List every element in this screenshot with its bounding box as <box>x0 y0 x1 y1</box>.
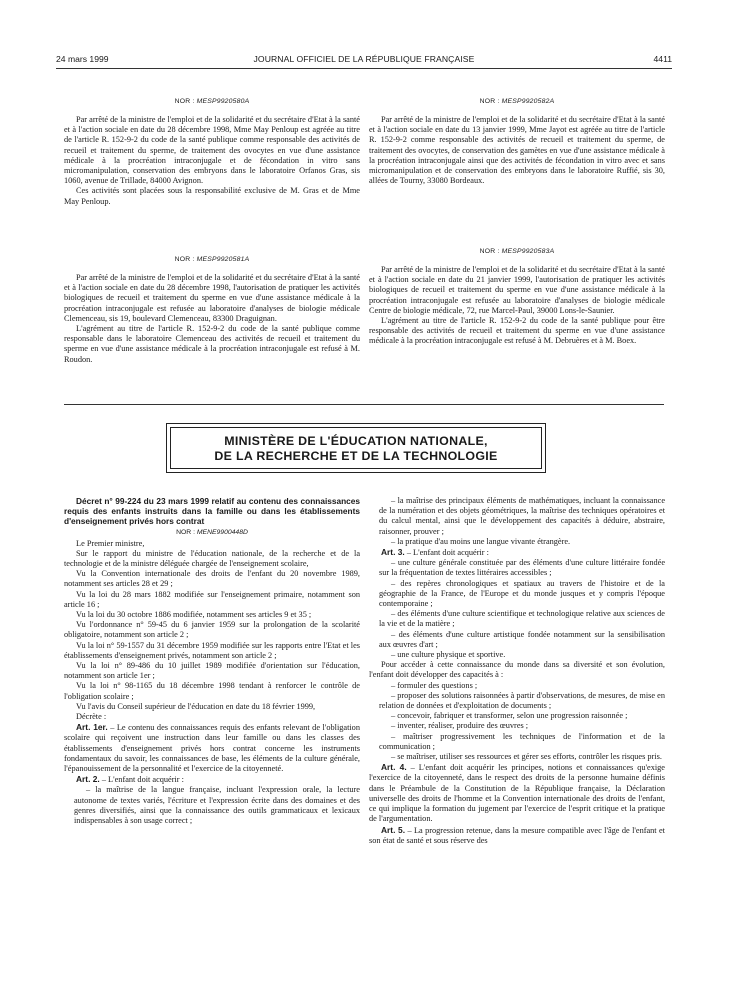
nor-reference: NOR : MESP9920581A <box>174 256 250 263</box>
decree-visa: Vu la loi n° 59-1557 du 31 décembre 1959 modifiée sur les rapports entre l'Etat et les établissements d'enseignement privés, notamment son article 2 ; <box>64 640 360 660</box>
decree-intro: Le Premier ministre, <box>76 538 145 548</box>
header-rule <box>56 68 672 69</box>
article-label: Art. 4. <box>381 762 407 773</box>
decree-title: Décret n° 99-224 du 23 mars 1999 relatif au contenu des connaissances requis des enfants instruits dans la famille ou dans les établissements d'enseignement privés hors contrat <box>64 496 360 527</box>
header-page-number: 4411 <box>653 54 672 64</box>
decree-visa: Vu la loi du 28 mars 1882 modifiée sur l'enseignement primaire, notamment son article 16 ; <box>64 589 360 609</box>
article-label: Art. 1er. <box>76 722 108 733</box>
list-item: – une culture générale constituée par des éléments d'une culture littéraire fondée sur la fréquentation de textes littéraires accessibles ; <box>379 558 665 578</box>
ministry-heading-box <box>170 427 542 469</box>
list-item: – des éléments d'une culture scientifique et technologique relative aux sciences de la vie et de la matière ; <box>379 609 665 629</box>
arrete-paragraph: Par arrêté de la ministre de l'emploi et de la solidarité et du secrétaire d'Etat à la santé et à l'action sociale en date du 13 janvier 1999, Mme Jayot est agréée au titre de l'article R. 152-9-2 comme responsable des activités de recueil et traitement du sperme, de traitement des ovocytes, de conservation des gamètes en vue d'une assistance médicale à la procréation intraconjugale ainsi que des activités de fécondation in vitro avec et sans micromanipulation et de conservation des embryons dans le laboratoire Ruffié, sis 30, allées de Tourny, 33080 Bordeaux. <box>369 115 665 186</box>
nor-reference: NOR : MESP9920582A <box>479 98 555 105</box>
decree-visa: Vu l'avis du Conseil supérieur de l'éducation en date du 18 février 1999, <box>76 701 316 711</box>
arrete-paragraph: Par arrêté de la ministre de l'emploi et de la solidarité et du secrétaire d'Etat à la santé et à l'action sociale en date du 21 janvier 1999, l'autorisation de pratiquer les activités biologiques de recueil et traitement du sperme en vue d'une assistance médicale à la procréation intraconjugale est refusée au laboratoire d'analyses de biologie médicale Centre de biologie médicale, 72, rue Marcel-Paul, 39000 Lons-le-Saunier. <box>369 265 665 315</box>
article-2: Art. 2. – L'enfant doit acquérir : <box>76 774 184 785</box>
article-5: Art. 5. – La progression retenue, dans la mesure compatible avec l'âge de l'enfant et son état de santé et sous réserve des <box>369 824 665 845</box>
article-4: Art. 4. – L'enfant doit acquérir les principes, notions et connaissances qu'exige l'exercice de la citoyenneté, dans le respect des droits de la personne humaine définis dans le Préambule de la Constitution de la République française, la Déclaration universelle des droits de l'homme et la Convention internationale des droits de l'enfant, ce qui implique la formation du jugement par l'exercice de l'esprit critique et la pratique de l'argumentation. <box>369 762 665 824</box>
arrete-580a <box>64 98 360 207</box>
list-item: – formuler des questions ; <box>391 680 478 690</box>
list-item: – des repères chronologiques et spatiaux au travers de l'histoire et de la géographie de la France, de l'Europe et du monde jusques et y compris l'époque contemporaine ; <box>379 578 665 609</box>
nor-reference: NOR : MESP9920583A <box>479 248 555 255</box>
arrete-paragraph: Par arrêté de la ministre de l'emploi et de la solidarité et du secrétaire d'Etat à la santé et à l'action sociale en date du 28 décembre 1998, Mme May Penloup est agréée au titre de l'article R. 152-9-2 du code de la santé publique comme responsable des activités de recueil et traitement du sperme, de traitement des ovocytes en vue d'une assistance médicale à la procréation intraconjugale et de fécondation in vitro sans micromanipulation, conservation des embryons dans le laboratoire Orfanos Gras, sis 1060, avenue de Trillade, 84000 Avignon. <box>64 115 360 186</box>
ministry-heading-line: MINISTÈRE DE L'ÉDUCATION NATIONALE, <box>224 434 488 448</box>
decree-visa: Vu la Convention internationale des droits de l'enfant du 20 novembre 1989, notamment ses articles 28 et 29 ; <box>64 569 360 589</box>
arrete-581a <box>64 256 360 365</box>
decree-visa: Vu la loi n° 98-1165 du 18 décembre 1998 tendant à renforcer le contrôle de l'obligation scolaire ; <box>64 681 360 701</box>
article-3: Art. 3. – L'enfant doit acquérir : <box>381 547 489 558</box>
list-item: – concevoir, fabriquer et transformer, selon une progression raisonnée ; <box>391 711 628 721</box>
list-item: – proposer des solutions raisonnées à partir d'observations, de mesures, de mise en relation de données et d'exploitation de documents ; <box>379 690 665 711</box>
decree-visa: Vu la loi du 30 octobre 1886 modifiée, notamment ses articles 9 et 35 ; <box>76 610 312 620</box>
decree-decrete: Décrète : <box>76 712 107 722</box>
list-item: – la maîtrise de la langue française, incluant l'expression orale, la lecture autonome de textes variés, l'écriture et l'expression écrite dans des domaines et des genres diversifiés, ainsi que la connaissance des outils grammaticaux et lexicaux indispensables à son usage correct ; <box>74 785 360 826</box>
list-item: – la maîtrise des principaux éléments de mathématiques, incluant la connaissance de la numération et des objets géométriques, la maîtrise des techniques opératoires et du calcul mental, ainsi que le développement des capacités à déduire, abstraire, raisonner, prouver ; <box>379 496 665 536</box>
article-3-follow: Pour accéder à cette connaissance du monde dans sa diversité et son évolution, l'enfant doit développer des capacités à : <box>369 660 665 680</box>
article-label: Art. 5. <box>381 824 406 835</box>
list-item: – la pratique d'au moins une langue vivante étrangère. <box>391 536 571 546</box>
list-item: – se maîtriser, utiliser ses ressources et gérer ses efforts, contrôler les risques pris. <box>391 752 662 762</box>
page-header <box>56 54 672 68</box>
article-label: Art. 2. <box>76 774 100 785</box>
list-item: – inventer, réaliser, produire des œuvres ; <box>391 721 529 731</box>
article-label: Art. 3. <box>381 547 405 558</box>
arrete-paragraph: Ces activités sont placées sous la responsabilité exclusive de M. Gras et de Mme May Penloup. <box>64 186 360 206</box>
nor-reference: NOR : MENE9900448D <box>176 528 248 536</box>
section-divider <box>64 404 664 405</box>
decree-visa: Sur le rapport du ministre de l'éducation nationale, de la recherche et de la technologie et de la ministre déléguée chargée de l'enseignement scolaire, <box>64 548 360 569</box>
arrete-paragraph: L'agrément au titre de l'article R. 152-9-2 du code de la santé publique pour être responsable des activités de recueil et traitement du sperme en vue d'une assistance médicale à la procréation intraconjugale est refusé à M. Debruères et à M. Boex. <box>369 316 665 346</box>
decree-visa: Vu l'ordonnance n° 59-45 du 6 janvier 1959 sur la prolongation de la scolarité obligatoire, notamment son article 2 ; <box>64 620 360 640</box>
arrete-paragraph: L'agrément au titre de l'article R. 152-9-2 du code de la santé publique comme responsable dans le laboratoire Clemenceau des activités de recueil et traitement du sperme en vue d'une assistance médicale à la procréation intraconjugale est refusé à M. Roudon. <box>64 324 360 364</box>
list-item: – des éléments d'une culture artistique fondée notamment sur la sensibilisation aux œuvres d'art ; <box>379 629 665 649</box>
decree-left-column <box>64 496 360 826</box>
header-date: 24 mars 1999 <box>56 54 109 64</box>
nor-reference: NOR : MESP9920580A <box>174 98 250 105</box>
article-1: Art. 1er. – Le contenu des connaissances requis des enfants relevant de l'obligation scolaire qui reçoivent une instruction dans leur famille ou dans les classes des établissements d'enseignement privés hors contrat concerne les instruments fondamentaux du savoir, les connaissances de base, les éléments de la culture générale, l'épanouissement de la personnalité et l'exercice de la citoyenneté. <box>64 722 360 774</box>
arrete-paragraph: Par arrêté de la ministre de l'emploi et de la solidarité et du secrétaire d'Etat à la santé et à l'action sociale en date du 28 décembre 1998, l'autorisation de pratiquer les activités biologiques de recueil et traitement du sperme en vue d'une assistance médicale à la procréation intraconjugale est refusée au laboratoire d'analyses de biologie médicale Clemenceau, sis 19, boulevard Clemenceau, 83300 Draguignan. <box>64 273 360 323</box>
list-item: – maîtriser progressivement les techniques de l'information et de la communication ; <box>379 731 665 751</box>
decree-visa: Vu la loi n° 89-486 du 10 juillet 1989 modifiée d'orientation sur l'éducation, notamment son article 1er ; <box>64 661 360 681</box>
ministry-heading-line: DE LA RECHERCHE ET DE LA TECHNOLOGIE <box>214 449 498 463</box>
arrete-583a <box>369 248 665 347</box>
list-item: – une culture physique et sportive. <box>391 650 506 660</box>
arrete-582a <box>369 98 665 186</box>
header-journal-title: JOURNAL OFFICIEL DE LA RÉPUBLIQUE FRANÇAISE <box>253 54 475 64</box>
decree-right-column <box>369 496 665 846</box>
